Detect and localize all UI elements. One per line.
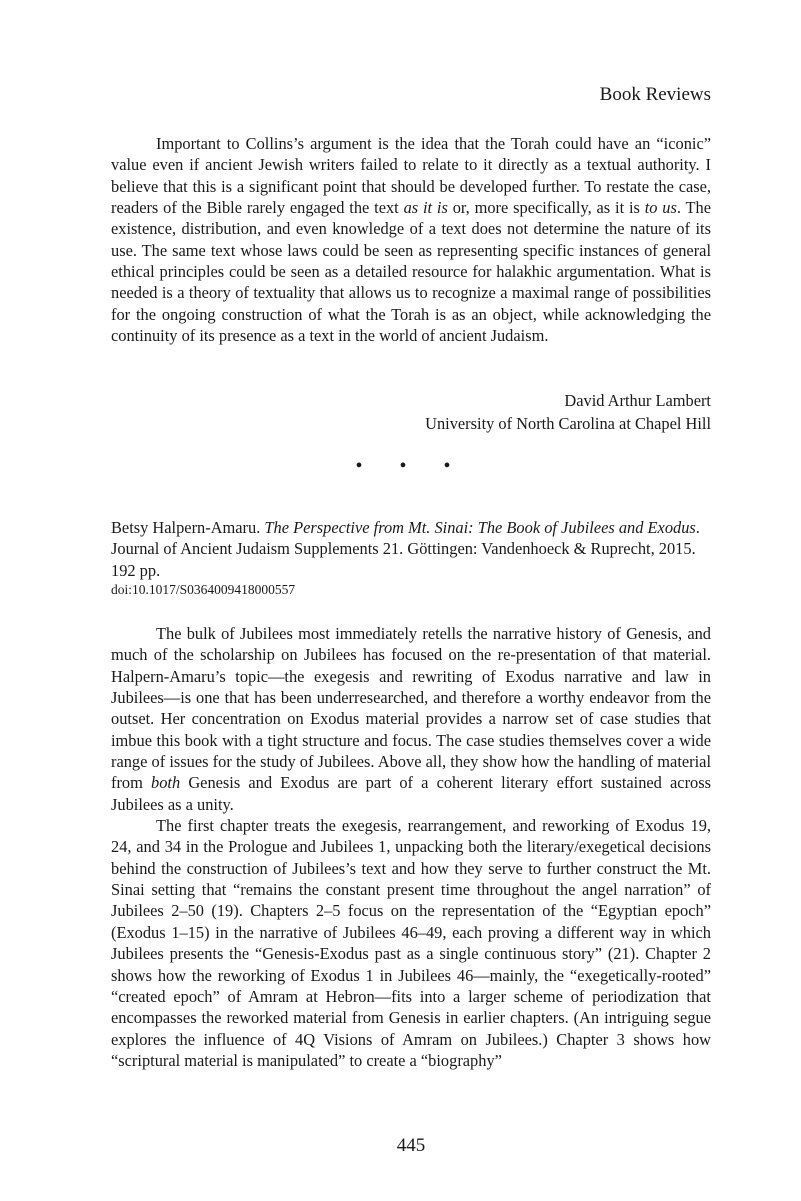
book-author: Betsy Halpern-Amaru.: [111, 518, 261, 537]
review2-paragraph-1: The bulk of Jubilees most immediately retells the narrative history of Genesis, and much of the scholarship on Jubilees has focused on the re-presentation of that material. Halpern-Amaru’s topic—the exegesis and rewriting of Exodus narrative and law in Jubilees—is one that has been underresearched, and therefore a worthy endeavor from the outset. Her concentration on Exodus material provides a narrow set of case studies that imbue this book with a tight structure and focus. The case studies themselves cover a wide range of issues for the study of Jubilees. Above all, they show how the handling of material from both Genesis and Exodus are part of a coherent literary effort sustained across Jubilees as a unity.: [111, 624, 711, 814]
review1-paragraph: Important to Collins’s argument is the idea that the Torah could have an “iconic” value even if ancient Jewish writers failed to relate to it directly as a textual authority. I believe that this is a significant point that should be developed further. To restate the case, readers of the Bible rarely engaged the text as it is or, more specifically, as it is to us. The existence, distribution, and even knowledge of a text does not determine the nature of its use. The same text whose laws could be seen as representing specific instances of general ethical principles could be seen as a detailed resource for halakhic argumentation. What is needed is a theory of textuality that allows us to recognize a maximal range of possibilities for the ongoing construction of what the Torah is as an object, while acknowledging the continuity of its presence as a text in the world of ancient Judaism.: [111, 134, 711, 346]
doi: doi:10.1017/S0364009418000557: [111, 582, 296, 598]
review2-body: [111, 623, 711, 1071]
reviewer-affiliation: University of North Carolina at Chapel Hill: [425, 414, 711, 433]
reviewer-name: David Arthur Lambert: [564, 391, 711, 410]
review1-body: [111, 133, 711, 346]
review2-paragraph-2: The first chapter treats the exegesis, rearrangement, and reworking of Exodus 19, 24, and 34 in the Prologue and Jubilees 1, unpacking both the literary/exegetical decisions behind the construction of Jubilees’s text and how they serve to further construct the Mt. Sinai setting that “remains the constant present time throughout the angel narration” of Jubilees 2–50 (19). Chapters 2–5 focus on the representation of the “Egyptian epoch” (Exodus 1–15) in the narrative of Jubilees 46–49, each proving a different way in which Jubilees presents the “Genesis-Exodus past as a single continuous story” (21). Chapter 2 shows how the reworking of Exodus 1 in Jubilees 46—mainly, the “exegetically-rooted” “created epoch” of Amram at Hebron—fits into a larger scheme of periodization that encompasses the reworked material from Genesis in earlier chapters. (An intriguing segue explores the influence of 4Q Visions of Amram on Jubilees.) Chapter 3 shows how “scriptural material is manipulated” to create a “biography”: [111, 816, 711, 1070]
section-separator: • • •: [355, 455, 467, 477]
book-details: . Journal of Ancient Judaism Supplements 21. Göttingen: Vandenhoeck & Ruprecht, 2015. 192 pp.: [111, 518, 700, 580]
review2-citation: [111, 517, 711, 599]
book-title: The Perspective from Mt. Sinai: The Book of Jubilees and Exodus: [264, 518, 696, 537]
review1-signature: [425, 389, 711, 435]
page-number: 445: [396, 1135, 426, 1156]
running-head: Book Reviews: [599, 84, 711, 105]
